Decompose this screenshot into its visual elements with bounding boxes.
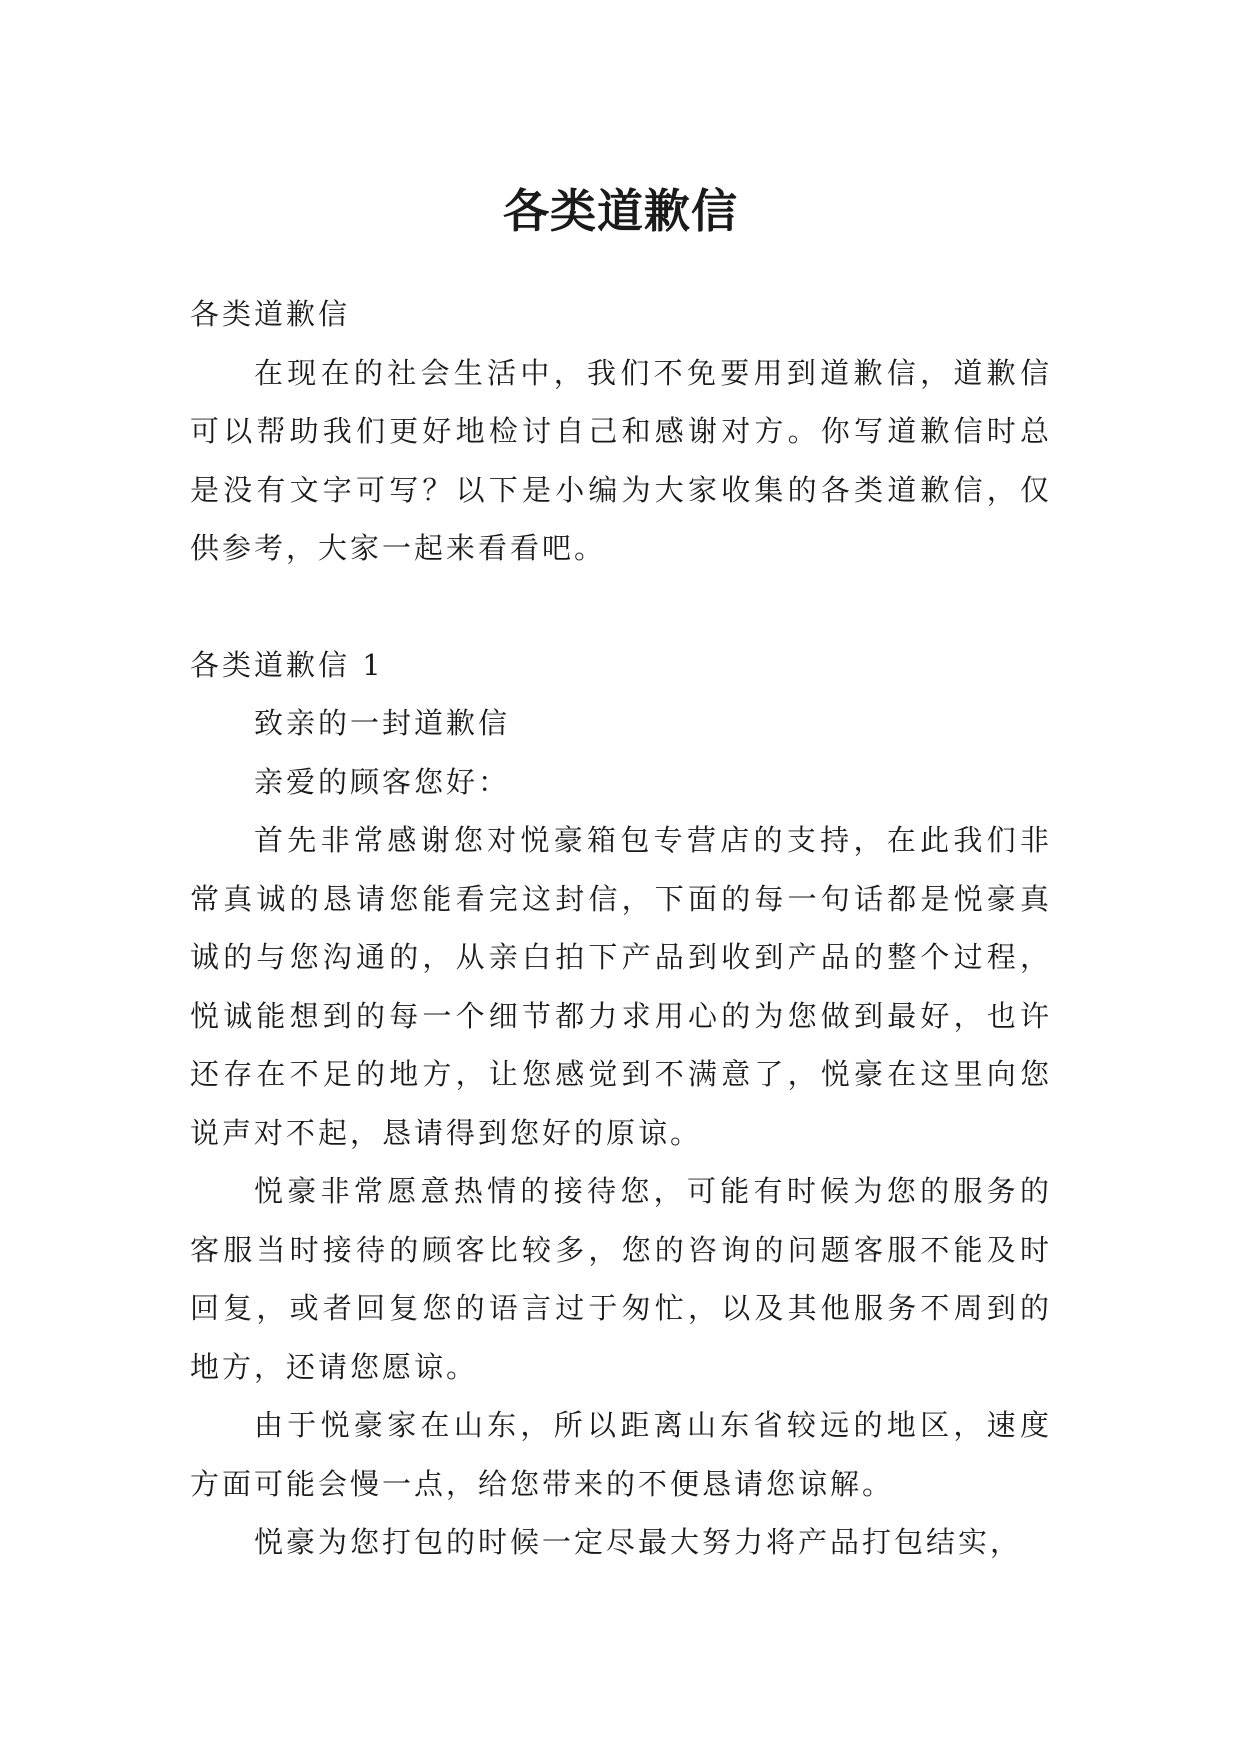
- document-body: [190, 285, 1052, 1572]
- letter-paragraph: 悦豪非常愿意热情的接待您，可能有时候为您的服务的客服当时接待的顾客比较多，您的咨询的问题客服不能及时回复，或者回复您的语言过于匆忙，以及其他服务不周到的地方，还请您愿谅。: [190, 1174, 1052, 1384]
- letter-paragraph: 悦豪为您打包的时候一定尽最大努力将产品打包结实，: [254, 1525, 1023, 1559]
- section-heading: 各类道歉信 1: [190, 647, 384, 682]
- page-title: 各类道歉信: [503, 183, 738, 238]
- letter-paragraph: 首先非常感谢您对悦豪箱包专营店的支持，在此我们非常真诚的恳请您能看完这封信，下面的每一句话都是悦豪真诚的与您沟通的，从亲白拍下产品到收到产品的整个过程，悦诚能想到的每一个细节都力求用心的为您做到最好，也许还存在不足的地方，让您感觉到不满意了，悦豪在这里向您说声对不起，恳请得到您好的原谅。: [190, 823, 1052, 1150]
- document-subtitle: 各类道歉信: [190, 297, 351, 331]
- intro-paragraph: 在现在的社会生活中，我们不免要用到道歉信，道歉信可以帮助我们更好地检讨自己和感谢对方。你写道歉信时总是没有文字可写？以下是小编为大家收集的各类道歉信，仅供参考，大家一起来看看吧。: [190, 355, 1052, 565]
- letter-salutation: 亲爱的顾客您好：: [254, 764, 511, 799]
- letter-title: 致亲的一封道歉信: [254, 706, 511, 740]
- letter-paragraph: 由于悦豪家在山东，所以距离山东省较远的地区，速度方面可能会慢一点，给您带来的不便恳请您谅解。: [190, 1408, 1052, 1501]
